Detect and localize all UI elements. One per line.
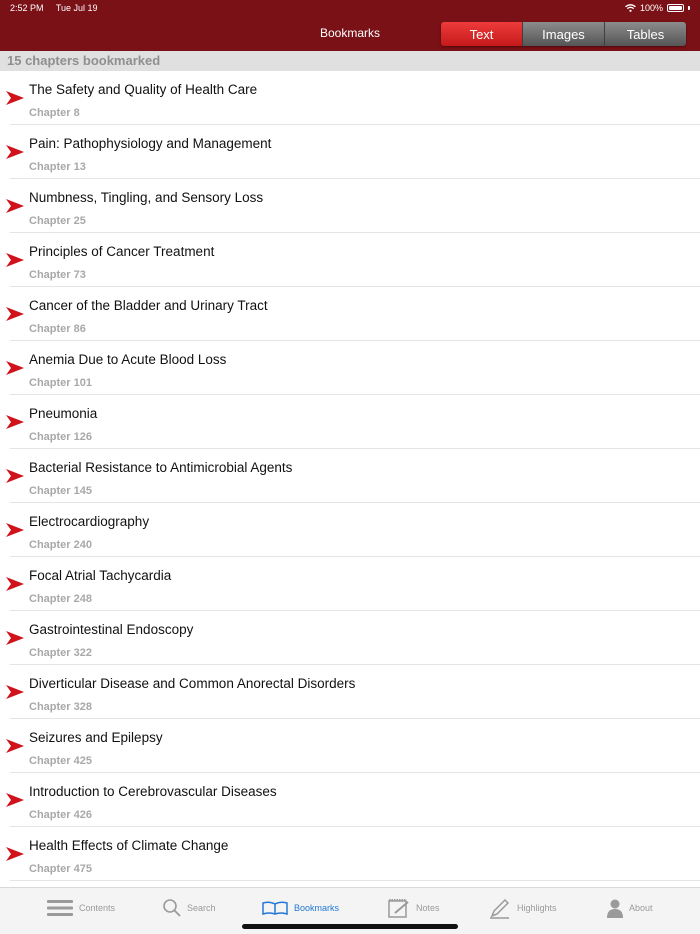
battery-nub <box>688 6 690 10</box>
bookmark-chapter: Chapter 126 <box>29 431 92 443</box>
arrow-right-icon <box>6 199 24 213</box>
arrow-right-icon <box>6 631 24 645</box>
bookmark-title: Seizures and Epilepsy <box>29 730 163 745</box>
bookmark-title: Pain: Pathophysiology and Management <box>29 136 272 151</box>
bookmark-chapter: Chapter 425 <box>29 755 92 767</box>
status-time: 2:52 PM <box>10 3 44 13</box>
bookmark-chapter: Chapter 328 <box>29 701 92 713</box>
arrow-right-icon <box>6 793 24 807</box>
bookmark-title: Electrocardiography <box>29 514 150 529</box>
battery-percent: 100% <box>639 3 663 13</box>
tab-notes-label: Notes <box>416 903 440 913</box>
content-type-segmented-control <box>441 22 686 46</box>
segment-images[interactable]: Images <box>522 22 604 46</box>
bookmark-chapter: Chapter 426 <box>29 809 92 821</box>
bookmark-chapter: Chapter 322 <box>29 647 92 659</box>
page-title: Bookmarks <box>319 26 381 40</box>
tab-highlights-label: Highlights <box>517 903 557 913</box>
home-indicator[interactable] <box>242 924 458 929</box>
bookmark-row[interactable] <box>10 341 700 395</box>
open-book-icon <box>262 901 288 915</box>
notepad-icon <box>388 898 410 918</box>
bookmark-chapter: Chapter 8 <box>29 107 80 119</box>
tab-notes[interactable] <box>388 888 440 928</box>
tab-contents-label: Contents <box>79 903 116 913</box>
person-icon <box>607 899 623 918</box>
arrow-right-icon <box>6 847 24 861</box>
arrow-right-icon <box>6 253 24 267</box>
pencil-icon <box>489 897 511 919</box>
tab-search-label: Search <box>187 903 216 913</box>
bookmark-title: Diverticular Disease and Common Anorectal Disorders <box>29 676 356 691</box>
bookmark-chapter: Chapter 240 <box>29 539 92 551</box>
arrow-right-icon <box>6 91 24 105</box>
bookmark-title: The Safety and Quality of Health Care <box>29 82 258 97</box>
bookmark-row[interactable] <box>10 557 700 611</box>
bookmark-chapter: Chapter 145 <box>29 485 92 497</box>
tab-bookmarks-label: Bookmarks <box>294 903 340 913</box>
tab-search[interactable] <box>163 888 216 928</box>
arrow-right-icon <box>6 685 24 699</box>
bookmark-chapter: Chapter 248 <box>29 593 92 605</box>
bookmark-title: Anemia Due to Acute Blood Loss <box>29 352 227 367</box>
segment-tables[interactable]: Tables <box>604 22 686 46</box>
bookmark-row[interactable] <box>10 125 700 179</box>
bookmark-row[interactable] <box>10 827 700 881</box>
arrow-right-icon <box>6 577 24 591</box>
bookmark-title: Gastrointestinal Endoscopy <box>29 622 194 637</box>
bookmark-row[interactable] <box>10 287 700 341</box>
bookmark-title: Pneumonia <box>29 406 98 421</box>
arrow-right-icon <box>6 361 24 375</box>
arrow-right-icon <box>6 739 24 753</box>
bookmark-title: Cancer of the Bladder and Urinary Tract <box>29 298 268 313</box>
arrow-right-icon <box>6 307 24 321</box>
bookmark-chapter: Chapter 101 <box>29 377 92 389</box>
tab-about-label: About <box>629 903 653 913</box>
bookmark-title: Bacterial Resistance to Antimicrobial Agents <box>29 460 293 475</box>
top-bar <box>0 0 700 51</box>
status-bar-right <box>625 3 690 13</box>
bookmark-title: Introduction to Cerebrovascular Diseases <box>29 784 277 799</box>
search-icon <box>163 899 181 917</box>
arrow-right-icon <box>6 415 24 429</box>
bookmark-row[interactable] <box>10 71 700 125</box>
bookmark-row[interactable] <box>10 611 700 665</box>
bookmark-row[interactable] <box>10 719 700 773</box>
bookmark-row[interactable] <box>10 773 700 827</box>
tab-bookmarks[interactable] <box>262 888 339 928</box>
wifi-icon <box>625 4 636 12</box>
bookmark-row[interactable] <box>10 503 700 557</box>
bookmark-title: Focal Atrial Tachycardia <box>29 568 172 583</box>
bookmark-list <box>0 71 700 881</box>
bookmark-row[interactable] <box>10 233 700 287</box>
bookmark-row[interactable] <box>10 665 700 719</box>
bookmark-title: Numbness, Tingling, and Sensory Loss <box>29 190 264 205</box>
bookmark-count-header: 15 chapters bookmarked <box>0 51 700 71</box>
arrow-right-icon <box>6 523 24 537</box>
arrow-right-icon <box>6 469 24 483</box>
tab-contents[interactable] <box>47 888 115 928</box>
bookmark-row[interactable] <box>10 449 700 503</box>
arrow-right-icon <box>6 145 24 159</box>
bookmark-title: Principles of Cancer Treatment <box>29 244 215 259</box>
list-icon <box>47 899 73 917</box>
bookmark-chapter: Chapter 25 <box>29 215 86 227</box>
bookmark-chapter: Chapter 86 <box>29 323 86 335</box>
status-date: Tue Jul 19 <box>55 3 98 13</box>
tab-highlights[interactable] <box>489 888 557 928</box>
bookmark-title: Health Effects of Climate Change <box>29 838 229 853</box>
bookmark-row[interactable] <box>10 179 700 233</box>
bookmark-row[interactable] <box>10 395 700 449</box>
bookmark-chapter: Chapter 73 <box>29 269 86 281</box>
bookmark-chapter: Chapter 13 <box>29 161 86 173</box>
battery-icon <box>667 4 684 12</box>
status-bar-left <box>10 3 108 13</box>
tab-about[interactable] <box>607 888 653 928</box>
bookmark-chapter: Chapter 475 <box>29 863 92 875</box>
segment-text[interactable]: Text <box>441 22 522 46</box>
